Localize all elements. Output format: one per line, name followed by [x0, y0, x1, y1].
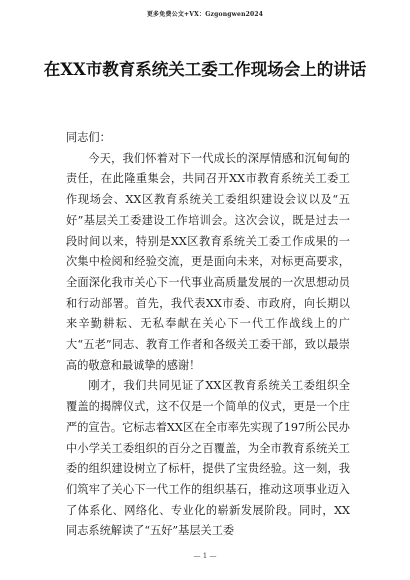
- paragraph-2: 刚才，我们共同见证了XX区教育系统关工委组织全覆盖的揭牌仪式，这不仅是一个简单的仪式，更是一个庄严的宣告。它标志着XX区在全市率先实现了197所公民办中小学关工委组织的百分之百覆盖，为全市教育系统关工委的组织建设树立了标杆，提供了宝贵经验。这一刻，我们筑牢了关心下一代工作的组织基石，推动这项事业迈入了体系化、网络化、专业化的崭新发展阶段。同时，XX同志系统解读了“五好”基层关工委: [66, 379, 350, 538]
- page-number: — 1 —: [193, 552, 217, 560]
- document-title: 在XX市教育系统关工委工作现场会上的讲话: [43, 60, 367, 79]
- paragraph-1: 今天，我们怀着对下一代成长的深厚情感和沉甸甸的责任，在此隆重集会，共同召开XX市教育系统关工委工作现场会、XX区教育系统关工委组织建设会议以及“五好”基层关工委建设工作培训会。这次会议，既是过去一段时间以来，特别是XX区教育系统关工委工作成果的一次集中检阅和经验交流，更是面向未来，对标更高要求，全面深化我市关心下一代事业高质量发展的一次思想动员和行动部署。首先，我代表XX市委、市政府，向长期以来辛勤耕耘、无私奉献在关心下一代工作战线上的广大“五老”同志、教育工作者和各级关工委干部，致以最崇高的敬意和最诚挚的感谢！: [66, 151, 350, 372]
- document-body: [66, 128, 350, 542]
- salutation: 同志们：: [66, 131, 111, 144]
- header-note: 更多免费公文+VX：Gzgongwen2024: [146, 11, 264, 18]
